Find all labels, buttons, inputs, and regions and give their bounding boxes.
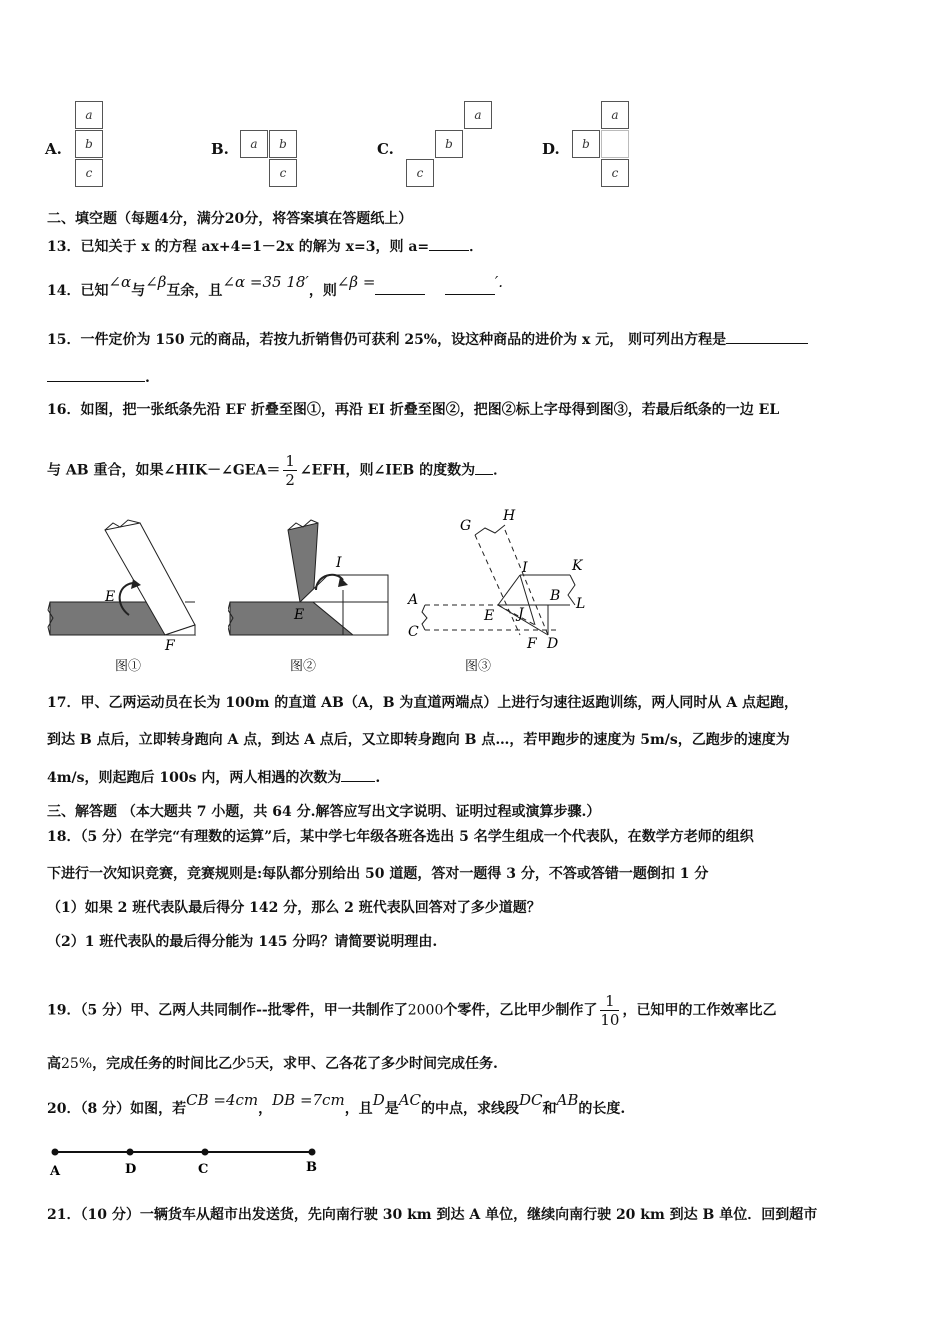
q14-mid1: 与 — [131, 283, 146, 299]
q14-mid2: 互余，且 — [166, 283, 223, 299]
net-cell-b: b — [572, 130, 600, 158]
q19-line2-pre: 高 — [47, 1056, 61, 1072]
q19-line2-post: 天，求甲、乙各花了多少时间完成任务. — [255, 1056, 498, 1072]
section2-title: 二、填空题（每题4分，满分20分，将答案填在答题纸上） — [47, 211, 413, 227]
fig1-caption: 图① — [115, 659, 142, 674]
q19-fraction — [600, 992, 619, 1029]
fig3-label-h: H — [503, 508, 516, 524]
fig1-label-e: E — [105, 589, 116, 605]
q20-pre: 20．（8 分）如图，若 — [47, 1101, 187, 1117]
q16-frac-den: 2 — [285, 471, 295, 489]
q20-d: D — [372, 1091, 385, 1109]
fig2-label-i: I — [336, 555, 342, 571]
option-a-label: A. — [45, 140, 62, 158]
fig3-label-l: L — [576, 596, 586, 612]
point-b — [309, 1149, 316, 1156]
q20-comma: ， — [258, 1101, 273, 1117]
fig1-label-f: F — [165, 638, 175, 654]
question-15-cont — [47, 367, 150, 388]
point-c-label: C — [198, 1162, 209, 1177]
q15-end: . — [145, 370, 150, 386]
question-19-line1 — [47, 992, 776, 1029]
q14-alpha: ∠α — [108, 273, 132, 291]
q19-mid: 个零件，乙比甲少制作了 — [443, 1002, 598, 1019]
fig3-label-f: F — [527, 636, 537, 652]
q19-percent: 25% — [61, 1056, 93, 1072]
q14-mid3: ，则 — [308, 283, 337, 299]
q19-frac-num: 1 — [600, 992, 619, 1011]
segment-diagram — [45, 1140, 335, 1180]
fig3-label-g: G — [460, 518, 472, 534]
section3-title: 三、解答题 （本大题共 7 小题，共 64 分.解答应写出文字说明、证明过程或演算步骤.） — [47, 804, 601, 820]
fig3-diagram — [400, 500, 595, 670]
option-b-label: B. — [211, 140, 229, 158]
q14-blank-deg — [375, 280, 425, 295]
question-19-line2 — [47, 1054, 498, 1074]
q16-post: ∠EFH，则∠IEB 的度数为 — [299, 462, 476, 479]
net-cell-empty — [601, 130, 629, 158]
point-d-label: D — [125, 1162, 137, 1177]
q15-text: 15．一件定价为 150 元的商品，若按九折销售仍可获利 25%，设这种商品的进价为 x 元， 则可列出方程是 — [47, 332, 727, 348]
question-21-line1: 21．（10 分）一辆货车从超市出发送货，先向南行驶 30 km 到达 A 单位，继续向南行驶 20 km 到达 B 单位．回到超市 — [47, 1207, 818, 1223]
net-cell-a: a — [240, 130, 268, 158]
option-c-label: C. — [377, 140, 394, 158]
fig3-label-a: A — [408, 592, 419, 608]
q17-end: . — [375, 770, 381, 786]
net-cell-a: a — [464, 101, 492, 129]
q20-db: DB =7cm — [272, 1091, 345, 1109]
question-17-line2: 到达 B 点后，立即转身跑向 A 点，到达 A 点后，又立即转身跑向 B 点…，若甲跑步的速度为 5m/s，乙跑步的速度为 — [47, 732, 790, 748]
net-cell-c: c — [75, 159, 103, 187]
q14-pre: 14．已知 — [47, 283, 109, 299]
q20-is: 是 — [384, 1101, 399, 1117]
question-18-sub1: （1）如果 2 班代表队最后得分 142 分，那么 2 班代表队回答对了多少道题？ — [47, 900, 541, 916]
q15-blank-2 — [47, 367, 145, 382]
q13-text: 13．已知关于 x 的方程 ax+4=1－2x 的解为 x=3，则 a= — [47, 239, 430, 255]
q16-pre: 与 AB 重合，如果∠HIK－∠GEA＝ — [47, 462, 281, 479]
question-18-line2: 下进行一次知识竞赛，竞赛规则是:每队都分别给出 50 道题，答对一题得 3 分，不答或答错一题倒扣 1 分 — [47, 866, 709, 882]
question-18-line1: 18．（5 分）在学完“有理数的运算”后，某中学七年级各班各选出 5 名学生组成一个代表队，在数学方老师的组织 — [47, 829, 754, 845]
q19-frac-den: 10 — [600, 1011, 620, 1029]
question-16-line2 — [47, 452, 507, 489]
q17-blank — [341, 767, 375, 782]
fig3-label-b: B — [550, 588, 561, 604]
question-18-sub2: （2）1 班代表队的最后得分能为 145 分吗？请简要说明理由. — [47, 934, 438, 950]
q20-end: 的长度. — [578, 1101, 626, 1117]
q19-days: 5 — [246, 1056, 256, 1072]
point-a — [52, 1149, 59, 1156]
net-cell-a: a — [75, 101, 103, 129]
q20-and: 和 — [542, 1101, 557, 1117]
fig3-label-c: C — [408, 624, 419, 640]
q14-beta-eq: ∠β = — [336, 273, 376, 291]
q14-beta: ∠β — [145, 273, 167, 291]
question-17-line1: 17．甲、乙两运动员在长为 100m 的直道 AB（A，B 为直道两端点）上进行匀速往返跑训练，两人同时从 A 点起跑， — [47, 695, 799, 711]
question-17-line3 — [47, 767, 380, 788]
question-20 — [47, 1091, 626, 1119]
net-cell-a: a — [601, 101, 629, 129]
net-cell-c: c — [601, 159, 629, 187]
q20-dc: DC — [519, 1091, 543, 1109]
point-a-label: A — [50, 1164, 61, 1179]
q16-frac-num: 1 — [285, 452, 295, 470]
q19-pre: 19．（5 分）甲、乙两人共同制作--批零件，甲一共制作了 — [47, 1002, 408, 1019]
fig3-label-k: K — [572, 558, 583, 574]
fig1-diagram — [45, 505, 205, 670]
q16-end: ． — [493, 462, 508, 479]
fig2-diagram — [228, 505, 398, 670]
point-d — [127, 1149, 134, 1156]
q20-cb: CB =4cm — [186, 1091, 259, 1109]
point-c — [202, 1149, 209, 1156]
q17-text: 4m/s，则起跑后 100s 内，两人相遇的次数为 — [47, 770, 342, 786]
point-b-label: B — [306, 1160, 317, 1175]
q14-end: ′. — [494, 273, 504, 291]
q20-mid2: 的中点，求线段 — [421, 1101, 520, 1117]
question-14 — [47, 273, 504, 301]
fig3-label-j: J — [518, 606, 524, 622]
q16-fraction — [283, 452, 297, 489]
q14-blank-min — [445, 280, 495, 295]
fig3-label-d: D — [547, 636, 559, 652]
option-d-label: D. — [542, 140, 560, 158]
q19-post: ，已知甲的工作效率比乙 — [622, 1002, 777, 1019]
q20-mid: ，且 — [344, 1101, 373, 1117]
net-cell-c: c — [269, 159, 297, 187]
net-cell-b: b — [435, 130, 463, 158]
net-cell-b: b — [269, 130, 297, 158]
q13-end: ． — [469, 239, 484, 255]
q19-line2-mid: ，完成任务的时间比乙少 — [92, 1056, 247, 1072]
question-16-line1: 16．如图，把一张纸条先沿 EF 折叠至图①，再沿 EI 折叠至图②，把图②标上字母得到图③，若最后纸条的一边 EL — [47, 402, 780, 418]
fig2-label-e: E — [294, 607, 305, 623]
net-cell-b: b — [75, 130, 103, 158]
q19-2000: 2000 — [407, 1002, 444, 1019]
fig3-label-e: E — [484, 608, 495, 624]
q13-answer-blank — [429, 236, 469, 251]
net-cell-c: c — [406, 159, 434, 187]
q14-condition: ∠α =35 18′ — [222, 273, 309, 291]
q16-blank — [475, 460, 493, 475]
fig2-caption: 图② — [290, 659, 317, 674]
q15-blank-1 — [726, 329, 808, 344]
fig3-caption: 图③ — [465, 659, 492, 674]
q20-ac: AC — [398, 1091, 422, 1109]
question-13 — [47, 236, 483, 257]
q20-ab: AB — [556, 1091, 579, 1109]
fig3-label-i: I — [522, 560, 528, 576]
question-15 — [47, 329, 808, 350]
